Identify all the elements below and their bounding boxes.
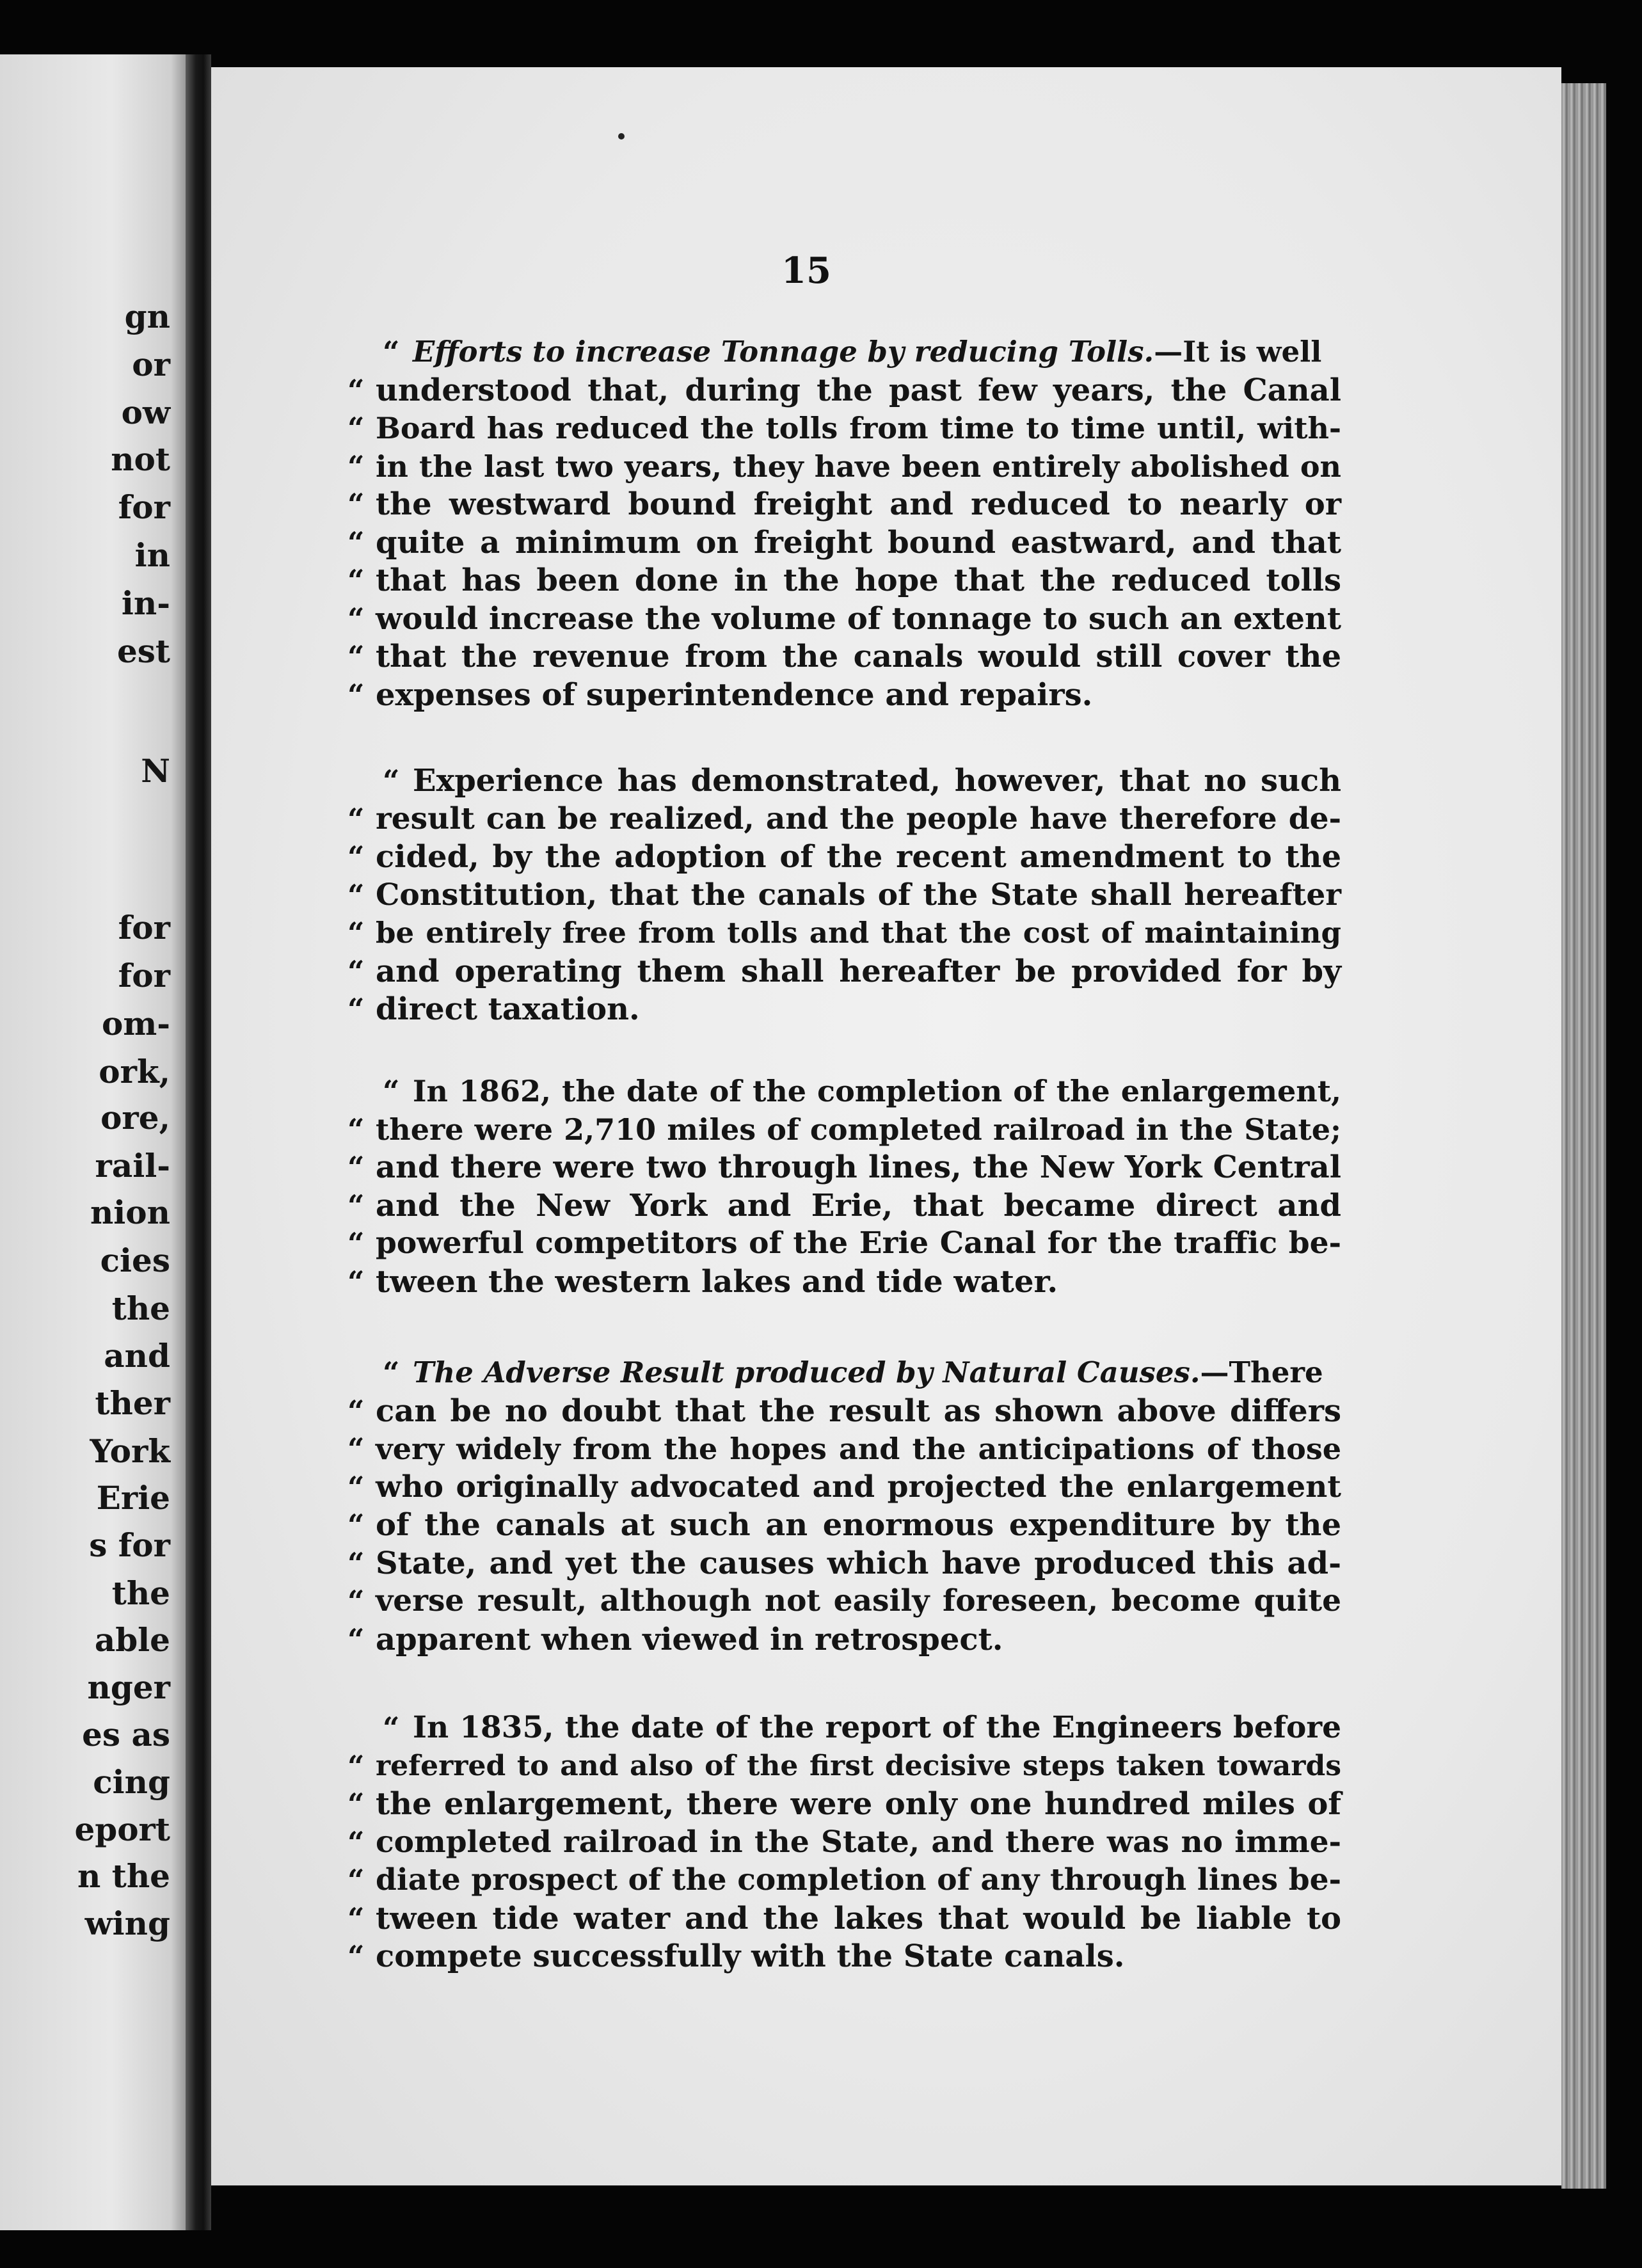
text-line: of the canals at such an enormous expenditure by the xyxy=(376,1507,1341,1543)
text-line: and there were two through lines, the New York Central xyxy=(376,1149,1341,1185)
text-line: direct taxation. xyxy=(376,991,640,1027)
quote-mark: “ xyxy=(347,916,365,950)
left-page-word: ther xyxy=(95,1384,170,1422)
quote-mark: “ xyxy=(347,1622,365,1657)
left-page-word: cing xyxy=(93,1763,170,1801)
left-page-word: N xyxy=(141,752,170,790)
left-page-word: not xyxy=(111,440,170,478)
quote-mark: “ xyxy=(347,372,365,408)
quote-mark: “ xyxy=(347,563,365,598)
text-line: quite a minimum on freight bound eastward, and that xyxy=(376,524,1341,561)
left-page-word: nger xyxy=(87,1668,170,1706)
left-page-word: York xyxy=(90,1432,170,1470)
quote-mark: “ xyxy=(347,1939,365,1974)
quote-mark: “ xyxy=(347,1432,365,1466)
quote-mark: “ xyxy=(347,1748,365,1784)
left-page-word: and xyxy=(104,1337,170,1375)
text-line: cided, by the adoption of the recent amendment to the xyxy=(376,839,1341,875)
quote-mark: “ xyxy=(347,1469,365,1505)
line-text: —It is well xyxy=(1154,335,1322,369)
text-line: In 1835, the date of the report of the Engineers before xyxy=(413,1710,1341,1745)
text-line: verse result, although not easily foreseen, become quite xyxy=(376,1583,1341,1618)
left-page-word: in xyxy=(134,536,170,574)
quote-mark: “ xyxy=(347,840,365,874)
quote-mark: “ xyxy=(347,1901,365,1936)
left-page-word: ore, xyxy=(100,1099,170,1137)
quote-mark: “ xyxy=(347,1545,365,1581)
italic-heading: Efforts to increase Tonnage by reducing Tolls. xyxy=(413,335,1154,369)
left-page-word: or xyxy=(132,346,170,383)
text-line: tween the western lakes and tide water. xyxy=(376,1263,1058,1300)
text-line: understood that, during the past few years, the Canal xyxy=(376,372,1341,408)
quote-mark: “ xyxy=(347,411,365,445)
quote-mark: “ xyxy=(347,954,365,989)
quote-mark: “ xyxy=(347,992,365,1026)
quote-mark: “ xyxy=(347,1226,365,1261)
ink-speck xyxy=(618,133,625,140)
text-line: the enlargement, there were only one hundred miles of xyxy=(376,1786,1341,1822)
text-line: tween tide water and the lakes that would be liable to xyxy=(376,1900,1341,1937)
left-page-word: for xyxy=(118,957,170,994)
left-page-word: rail- xyxy=(95,1147,170,1185)
text-line: Board has reduced the tolls from time to time until, with- xyxy=(376,411,1341,445)
left-page-word: for xyxy=(118,488,170,526)
text-line: very widely from the hopes and the anticipations of those xyxy=(376,1432,1341,1466)
text-line: and the New York and Erie, that became direct and xyxy=(376,1187,1341,1224)
italic-heading: The Adverse Result produced by Natural Causes. xyxy=(413,1355,1200,1389)
left-page-word: the xyxy=(111,1290,170,1327)
quote-mark: “ xyxy=(383,1355,400,1390)
quote-mark: “ xyxy=(347,1150,365,1185)
text-line: would increase the volume of tonnage to such an extent xyxy=(376,600,1341,637)
text-line: and operating them shall hereafter be provided for by xyxy=(376,953,1341,989)
left-page-word: gn xyxy=(124,298,170,335)
quote-mark: “ xyxy=(347,1825,365,1860)
left-page-word: s for xyxy=(89,1526,170,1564)
quote-mark: “ xyxy=(347,449,365,484)
text-line: that the revenue from the canals would still cover the xyxy=(376,639,1341,675)
text-line: In 1862, the date of the completion of the enlargement, xyxy=(413,1074,1341,1108)
text-line: Experience has demonstrated, however, that no such xyxy=(413,763,1341,799)
text-line: can be no doubt that the result as shown above differs xyxy=(376,1393,1341,1429)
left-page-word: wing xyxy=(84,1905,170,1942)
left-page-word: nion xyxy=(90,1194,170,1231)
text-line: Constitution, that the canals of the State shall hereafter xyxy=(376,877,1341,913)
left-page-word: est xyxy=(116,632,170,670)
text-line: be entirely free from tolls and that the cost of maintaining xyxy=(376,916,1341,950)
text-line xyxy=(413,333,1341,371)
quote-mark: “ xyxy=(347,1863,365,1897)
left-page-word: ork, xyxy=(99,1053,170,1090)
quote-mark: “ xyxy=(347,1188,365,1223)
left-page-word: for xyxy=(118,909,170,946)
left-page-word: able xyxy=(94,1621,170,1659)
text-line: in the last two years, they have been entirely abolished on xyxy=(376,449,1341,484)
text-line: the westward bound freight and reduced to nearly or xyxy=(376,486,1341,522)
text-line: result can be realized, and the people have therefore de- xyxy=(376,801,1341,836)
quote-mark: “ xyxy=(383,1074,400,1108)
text-line: apparent when viewed in retrospect. xyxy=(376,1621,1003,1657)
text-line: State, and yet the causes which have produced this ad- xyxy=(376,1545,1341,1581)
left-page-word: es as xyxy=(82,1716,170,1753)
left-page-word: n the xyxy=(77,1857,170,1895)
quote-mark: “ xyxy=(347,1584,365,1618)
page-number: 15 xyxy=(781,250,831,292)
page-stack-edge xyxy=(1561,83,1606,2189)
quote-mark: “ xyxy=(347,601,365,636)
quote-mark: “ xyxy=(347,639,365,674)
quote-mark: “ xyxy=(383,1711,400,1745)
text-line: there were 2,710 miles of completed railroad in the State; xyxy=(376,1112,1341,1147)
text-line: referred to and also of the first decisive steps taken towards xyxy=(376,1749,1341,1782)
book-gutter xyxy=(186,54,211,2230)
quote-mark: “ xyxy=(347,1264,365,1299)
text-line: compete successfully with the State canals. xyxy=(376,1938,1125,1974)
left-page-word: Erie xyxy=(96,1479,170,1517)
text-line: that has been done in the hope that the reduced tolls xyxy=(376,563,1341,598)
quote-mark: “ xyxy=(347,525,365,560)
line-text: —There xyxy=(1200,1355,1323,1389)
quote-mark: “ xyxy=(383,335,400,369)
text-line: expenses of superintendence and repairs. xyxy=(376,676,1093,713)
quote-mark: “ xyxy=(347,677,365,712)
left-page-word: the xyxy=(111,1574,170,1612)
left-page-fragment xyxy=(0,54,186,2230)
text-line: diate prospect of the completion of any through lines be- xyxy=(376,1862,1341,1897)
quote-mark: “ xyxy=(347,1112,365,1147)
text-line: completed railroad in the State, and there was no imme- xyxy=(376,1824,1341,1860)
quote-mark: “ xyxy=(347,1787,365,1821)
text-line xyxy=(413,1354,1341,1392)
quote-mark: “ xyxy=(347,877,365,913)
left-page-word: om- xyxy=(101,1005,170,1042)
text-line: who originally advocated and projected the enlargement xyxy=(376,1469,1341,1505)
left-page-word: ow xyxy=(121,394,170,431)
quote-mark: “ xyxy=(383,763,400,798)
left-page-word: in- xyxy=(121,584,170,622)
quote-mark: “ xyxy=(347,487,365,522)
quote-mark: “ xyxy=(347,801,365,836)
left-page-word: eport xyxy=(74,1810,170,1848)
quote-mark: “ xyxy=(347,1508,365,1542)
quote-mark: “ xyxy=(347,1393,365,1428)
left-page-word: cies xyxy=(100,1242,170,1279)
text-line: powerful competitors of the Erie Canal for the traffic be- xyxy=(376,1226,1341,1261)
